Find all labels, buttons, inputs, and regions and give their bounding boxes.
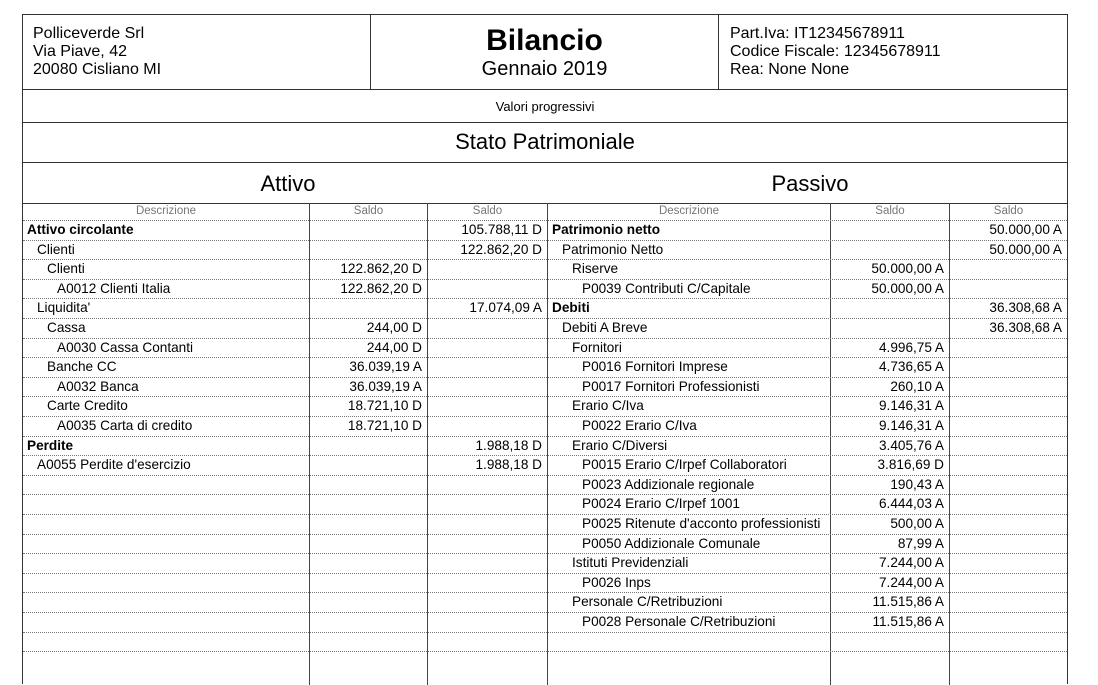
passivo-row-saldo-totale: 50.000,00 A bbox=[989, 241, 1062, 257]
passivo-row-saldo-totale: 50.000,00 A bbox=[989, 222, 1062, 237]
attivo-row-saldo-conto: 244,00 D bbox=[366, 339, 422, 355]
attivo-row-saldo-totale: 1.988,18 D bbox=[475, 457, 542, 473]
company-address: Via Piave, 42 bbox=[33, 43, 127, 60]
attivo-row-saldo-conto: 122.862,20 D bbox=[340, 261, 422, 277]
passivo-row-description: Debiti bbox=[552, 300, 590, 316]
passivo-row-saldo-conto: 6.444,03 A bbox=[878, 496, 944, 512]
row-separator bbox=[23, 651, 1067, 652]
passivo-row-saldo-conto: 4.736,65 A bbox=[878, 359, 944, 375]
passivo-row-description: Istituti Previdenziali bbox=[572, 555, 689, 571]
passivo-row-description: Patrimonio netto bbox=[552, 222, 660, 237]
attivo-row-saldo-conto: 36.039,19 A bbox=[349, 378, 422, 394]
attivo-row-saldo-conto: 122.862,20 D bbox=[340, 280, 422, 296]
attivo-row-saldo-totale: 17.074,09 A bbox=[469, 300, 542, 316]
partita-iva: Part.Iva: IT12345678911 bbox=[730, 25, 905, 42]
report-header bbox=[23, 15, 1067, 90]
values-mode: Valori progressivi bbox=[23, 89, 1067, 123]
passivo-row-saldo-conto: 190,43 A bbox=[890, 476, 944, 492]
passivo-row-saldo-conto: 4.996,75 A bbox=[878, 339, 944, 355]
attivo-row-saldo-totale: 122.862,20 D bbox=[460, 241, 542, 257]
passivo-row-saldo-conto: 87,99 A bbox=[897, 535, 944, 551]
passivo-row-saldo-conto: 9.146,31 A bbox=[878, 398, 944, 414]
passivo-title: Passivo bbox=[771, 171, 849, 196]
passivo-row-saldo-conto: 260,10 A bbox=[890, 378, 944, 394]
passivo-row-description: P0023 Addizionale regionale bbox=[582, 476, 755, 492]
attivo-row-saldo-totale: 105.788,11 D bbox=[461, 222, 542, 237]
passivo-row-saldo-conto: 50.000,00 A bbox=[871, 280, 944, 296]
passivo-row-saldo-conto: 9.146,31 A bbox=[878, 418, 944, 433]
passivo-row-description: P0022 Erario C/Iva bbox=[582, 418, 697, 433]
attivo-saldo2-header: Saldo bbox=[472, 205, 503, 217]
passivo-saldo2-header: Saldo bbox=[993, 205, 1024, 217]
attivo-row-description: A0030 Cassa Contanti bbox=[57, 339, 194, 355]
passivo-row-description: P0017 Fornitori Professionisti bbox=[582, 378, 760, 394]
attivo-row-description: Clienti bbox=[47, 261, 85, 277]
attivo-saldo1-header: Saldo bbox=[353, 205, 384, 217]
section-title: Stato Patrimoniale bbox=[23, 122, 1067, 163]
attivo-row-description: A0035 Carta di credito bbox=[57, 418, 193, 433]
attivo-row-saldo-conto: 36.039,19 A bbox=[349, 359, 422, 375]
attivo-row-description: A0012 Clienti Italia bbox=[57, 280, 171, 296]
passivo-row-saldo-conto: 3.405,76 A bbox=[878, 437, 944, 453]
passivo-row-description: Patrimonio Netto bbox=[562, 241, 664, 257]
passivo-row-description: Erario C/Iva bbox=[572, 398, 644, 414]
passivo-row-saldo-conto: 500,00 A bbox=[890, 516, 944, 531]
attivo-row-description: Liquidita' bbox=[37, 300, 91, 316]
passivo-row-saldo-conto: 11.515,86 A bbox=[872, 614, 944, 629]
rea: Rea: None None bbox=[730, 61, 850, 78]
attivo-row-saldo-conto: 244,00 D bbox=[366, 320, 422, 335]
passivo-row-saldo-conto: 3.816,69 D bbox=[877, 457, 944, 473]
passivo-row-saldo-conto: 7.244,00 A bbox=[878, 555, 944, 571]
report-period: Gennaio 2019 bbox=[481, 58, 608, 80]
attivo-row-description: A0055 Perdite d'esercizio bbox=[37, 457, 191, 473]
attivo-row-description: Clienti bbox=[37, 241, 75, 257]
attivo-row-saldo-conto: 18.721,10 D bbox=[347, 398, 422, 414]
attivo-row-description: Carte Credito bbox=[47, 398, 128, 414]
passivo-desc-header: Descrizione bbox=[658, 205, 720, 217]
attivo-title: Attivo bbox=[260, 171, 316, 196]
passivo-row-description: P0016 Fornitori Imprese bbox=[582, 359, 728, 375]
company-city: 20080 Cisliano MI bbox=[33, 61, 162, 78]
attivo-row-saldo-conto: 18.721,10 D bbox=[347, 418, 422, 433]
passivo-row-description: P0025 Ritenute d'acconto professionisti bbox=[582, 516, 821, 531]
passivo-row-description: Erario C/Diversi bbox=[572, 437, 668, 453]
passivo-row-description: Personale C/Retribuzioni bbox=[572, 594, 723, 610]
passivo-row-description: P0050 Addizionale Comunale bbox=[582, 535, 761, 551]
passivo-row-description: Fornitori bbox=[572, 339, 622, 355]
passivo-row-saldo-conto: 50.000,00 A bbox=[871, 261, 944, 277]
attivo-row-description: Perdite bbox=[27, 437, 74, 453]
passivo-row-saldo-conto: 7.244,00 A bbox=[878, 574, 944, 590]
attivo-row-description: Banche CC bbox=[47, 359, 117, 375]
company-name: Polliceverde Srl bbox=[33, 25, 145, 42]
passivo-row-description: P0028 Personale C/Retribuzioni bbox=[582, 614, 776, 629]
passivo-row-saldo-totale: 36.308,68 A bbox=[989, 320, 1062, 335]
side-titles bbox=[23, 162, 1067, 204]
passivo-row-description: P0024 Erario C/Irpef 1001 bbox=[582, 496, 740, 512]
passivo-row-description: Riserve bbox=[572, 261, 619, 277]
title-block bbox=[371, 15, 719, 89]
balance-table bbox=[23, 203, 1067, 685]
passivo-row-description: P0026 Inps bbox=[582, 574, 651, 590]
attivo-row-description: A0032 Banca bbox=[57, 378, 139, 394]
report-page bbox=[22, 14, 1068, 684]
fiscal-block bbox=[718, 15, 1067, 89]
passivo-row-description: P0015 Erario C/Irpef Collaboratori bbox=[582, 457, 787, 473]
company-block bbox=[23, 15, 371, 89]
passivo-row-description: Debiti A Breve bbox=[562, 320, 648, 335]
report-title: Bilancio bbox=[486, 24, 603, 57]
passivo-row-saldo-conto: 11.515,86 A bbox=[872, 594, 944, 610]
attivo-row-description: Attivo circolante bbox=[27, 222, 134, 237]
passivo-row-saldo-totale: 36.308,68 A bbox=[989, 300, 1062, 316]
attivo-row-saldo-totale: 1.988,18 D bbox=[475, 437, 542, 453]
passivo-row-description: P0039 Contributi C/Capitale bbox=[582, 280, 751, 296]
codice-fiscale: Codice Fiscale: 12345678911 bbox=[730, 43, 941, 60]
attivo-row-description: Cassa bbox=[47, 320, 86, 335]
row-separator bbox=[23, 632, 1067, 633]
attivo-desc-header: Descrizione bbox=[135, 205, 197, 217]
passivo-saldo1-header: Saldo bbox=[875, 205, 905, 217]
